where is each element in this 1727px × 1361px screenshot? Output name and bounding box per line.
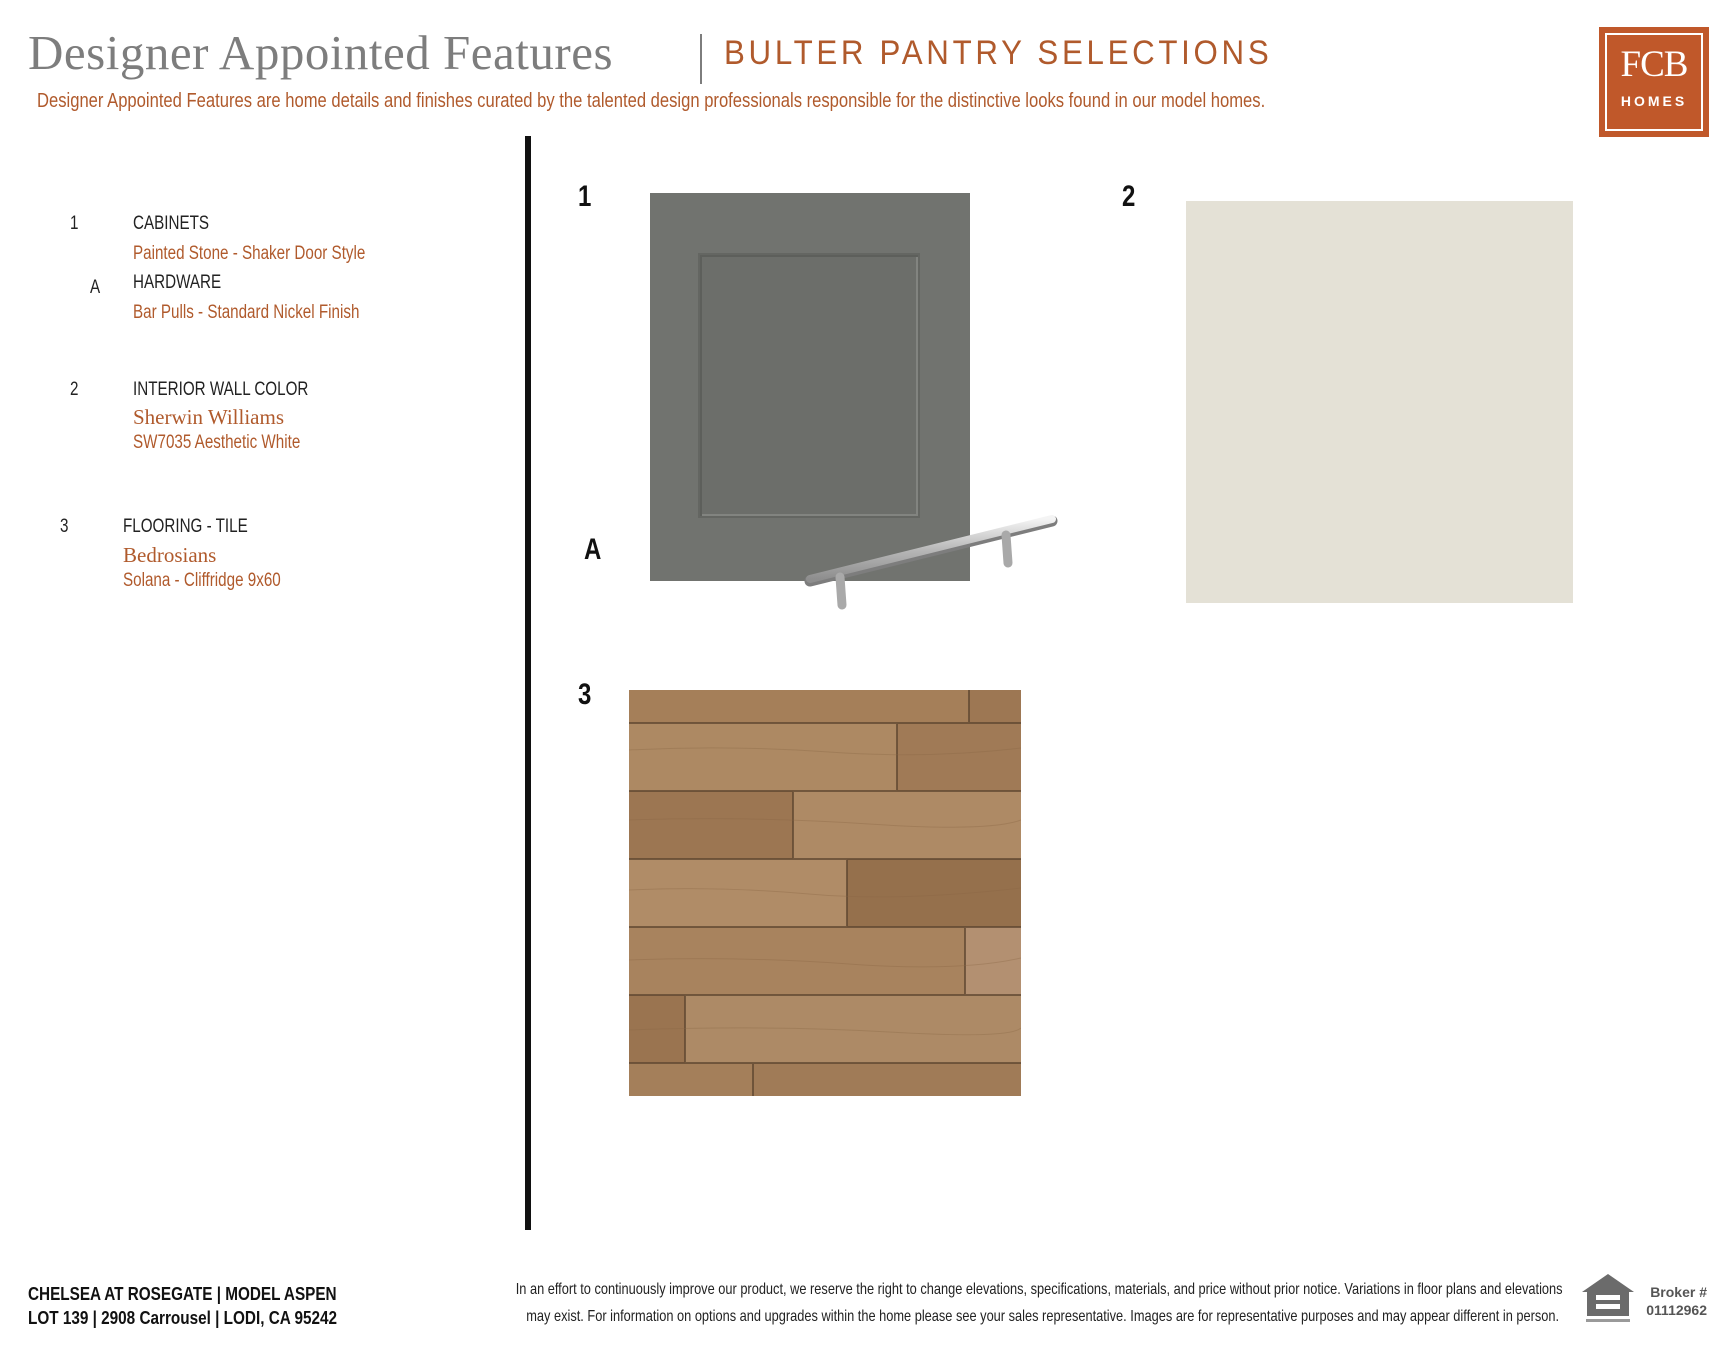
flooring-heading: FLOORING - TILE: [123, 516, 248, 537]
equal-housing-opportunity-icon: [1580, 1272, 1636, 1324]
hardware-letter: A: [90, 277, 101, 298]
footer-lot-address: LOT 139 | 2908 Carrousel | LODI, CA 95242: [28, 1308, 338, 1328]
page-subtitle: BULTER PANTRY SELECTIONS: [724, 34, 1273, 72]
wood-tile-swatch: [629, 690, 1021, 1096]
title-divider: [700, 34, 702, 84]
intro-text: Designer Appointed Features are home details and finishes curated by the talented design professionals responsible for the distinctive looks found in our model homes.: [37, 90, 1266, 112]
page-title: Designer Appointed Features: [28, 25, 614, 80]
wall-color-swatch: [1186, 201, 1573, 603]
image-label-1: 1: [578, 180, 592, 213]
wall-brand: Sherwin Williams: [133, 405, 285, 429]
cabinets-value: Painted Stone - Shaker Door Style: [133, 243, 366, 264]
flooring-number: 3: [60, 516, 69, 537]
cabinets-number: 1: [70, 213, 79, 234]
wall-number: 2: [70, 379, 79, 400]
logo-tagline: HOMES: [1620, 93, 1688, 109]
hardware-value: Bar Pulls - Standard Nickel Finish: [133, 302, 360, 323]
disclaimer-line-1: In an effort to continuously improve our product, we reserve the right to change elevations, specifications, materials, and price without prior notice. Variations in floor plans and elevations: [516, 1281, 1563, 1298]
flooring-brand: Bedrosians: [123, 543, 217, 567]
logo-wordmark: FCB: [1620, 44, 1688, 85]
wall-value: SW7035 Aesthetic White: [133, 432, 301, 453]
wall-heading: INTERIOR WALL COLOR: [133, 379, 309, 400]
image-label-a: A: [584, 533, 602, 566]
flooring-value: Solana - Cliffridge 9x60: [123, 570, 281, 591]
fcb-homes-logo: [1599, 27, 1709, 137]
broker-number: 01112962: [1646, 1302, 1707, 1318]
bar-pull-image: [790, 505, 1070, 615]
hardware-heading: HARDWARE: [133, 272, 222, 293]
cabinet-door-panel: [698, 253, 920, 518]
image-label-2: 2: [1122, 180, 1136, 213]
disclaimer-line-2: may exist. For information on options and upgrades within the home please see your sales representative. Images are for representative purposes and may appear different in person.: [526, 1308, 1559, 1325]
broker-label: Broker #: [1650, 1284, 1707, 1300]
cabinets-heading: CABINETS: [133, 213, 210, 234]
footer-community: CHELSEA AT ROSEGATE | MODEL ASPEN: [28, 1284, 337, 1304]
vertical-divider: [525, 136, 531, 1230]
image-label-3: 3: [578, 678, 592, 711]
